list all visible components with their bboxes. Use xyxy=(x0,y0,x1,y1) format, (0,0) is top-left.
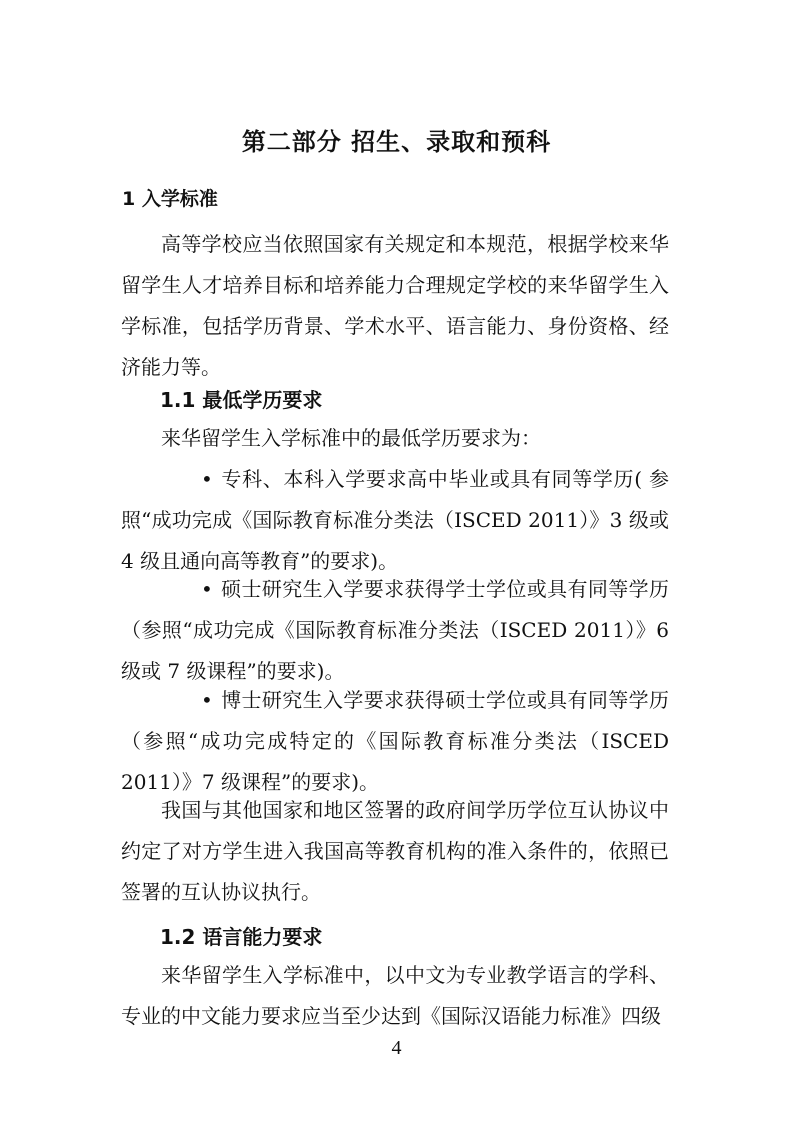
bullet-item-masters xyxy=(121,569,669,692)
section-1-2-heading: 1.2 语言能力要求 xyxy=(160,925,323,949)
bullet-text: 硕士研究生入学要求获得学士学位或具有同等学历（参照“成功完成《国际教育标准分类法（ISCED 2011）》6 级或 7 级课程”的要求)。 xyxy=(121,577,669,683)
section-1-1-heading: 1.1 最低学历要求 xyxy=(160,388,323,412)
bullet-icon: • xyxy=(201,688,213,712)
bullet-text: 专科、本科入学要求高中毕业或具有同等学历( 参照“成功完成《国际教育标准分类法（ISCED 2011）》3 级或 4 级且通向高等教育”的要求)。 xyxy=(121,467,669,573)
bullet-item-undergraduate xyxy=(121,459,669,582)
section-1-heading: 1 入学标准 xyxy=(122,188,218,210)
section-1-1-lead-paragraph: 来华留学生入学标准中的最低学历要求为： xyxy=(161,426,541,450)
bullet-icon: • xyxy=(201,467,213,491)
bullet-icon: • xyxy=(201,577,213,601)
section-1-intro-paragraph: 高等学校应当依照国家有关规定和本规范，根据学校来华留学生人才培养目标和培养能力合理规定学校的来华留学生入学标准，包括学历背景、学术水平、语言能力、身份资格、经济能力等。 xyxy=(121,232,669,379)
bullet-item-doctoral xyxy=(121,680,669,803)
page-number: 4 xyxy=(391,1037,402,1059)
section-1-1-closing-paragraph: 我国与其他国家和地区签署的政府间学历学位互认协议中约定了对方学生进入我国高等教育机构的准入条件的，依照已签署的互认协议执行。 xyxy=(121,798,669,904)
bullet-text: 博士研究生入学要求获得硕士学位或具有同等学历（参照“成功完成特定的《国际教育标准分类法（ISCED 2011）》7 级课程”的要求)。 xyxy=(121,688,669,794)
page-title: 第二部分 招生、录取和预科 xyxy=(241,128,552,156)
section-1-2-body-paragraph: 来华留学生入学标准中，以中文为专业教学语言的学科、专业的中文能力要求应当至少达到《国际汉语能力标准》四级 xyxy=(121,963,669,1028)
